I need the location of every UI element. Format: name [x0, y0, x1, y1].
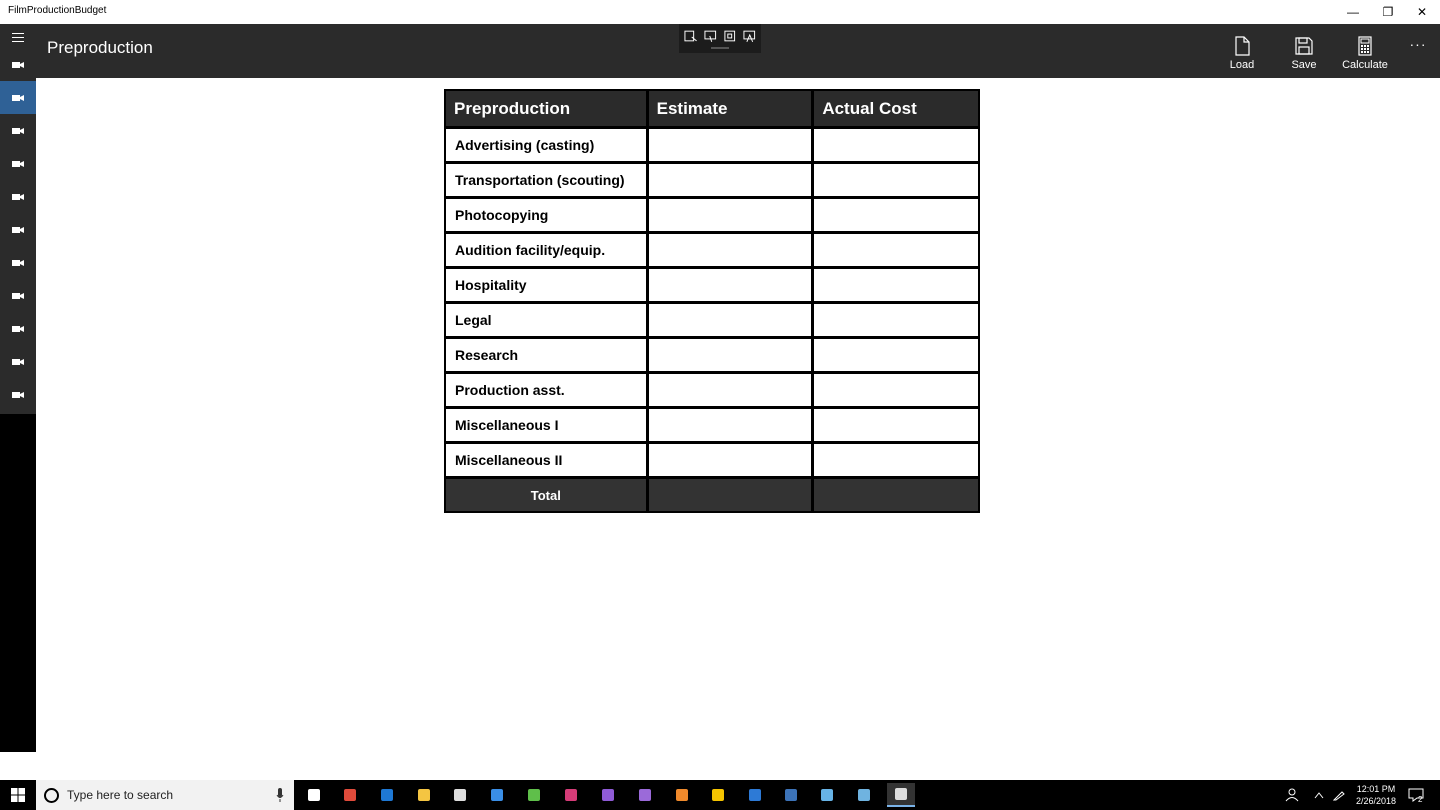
- restore-button[interactable]: [1371, 0, 1405, 24]
- actual-cost-field[interactable]: [814, 371, 978, 406]
- edge-icon[interactable]: [373, 783, 401, 807]
- nav-item-10[interactable]: [0, 345, 36, 378]
- estimate-field[interactable]: [649, 301, 812, 336]
- ink-toolbar: [679, 24, 761, 53]
- estimate-field[interactable]: [649, 441, 812, 476]
- steam-icon[interactable]: [850, 783, 878, 807]
- table-row: [446, 126, 978, 161]
- camera-icon: [12, 392, 24, 398]
- estimate-field[interactable]: [649, 161, 812, 196]
- terminal-icon[interactable]: [446, 783, 474, 807]
- photos-icon[interactable]: [777, 783, 805, 807]
- chevron-up-icon[interactable]: [1310, 780, 1328, 810]
- visual-studio-icon[interactable]: [594, 783, 622, 807]
- hamburger-menu-button[interactable]: [8, 30, 28, 46]
- item-label: Audition facility/equip.: [446, 231, 646, 266]
- item-label: Photocopying: [446, 196, 646, 231]
- app-icon[interactable]: [483, 783, 511, 807]
- actual-cost-field[interactable]: [814, 301, 978, 336]
- nav-item-6[interactable]: [0, 213, 36, 246]
- file-explorer-icon[interactable]: [410, 783, 438, 807]
- item-label: Research: [446, 336, 646, 371]
- camera-icon: [12, 62, 24, 68]
- clock-time: 12:01 PM: [1356, 784, 1396, 794]
- actual-cost-field[interactable]: [814, 406, 978, 441]
- mail-icon[interactable]: [741, 783, 769, 807]
- estimate-field[interactable]: [649, 371, 812, 406]
- select-ink-icon[interactable]: [683, 28, 699, 44]
- actual-cost-field[interactable]: [814, 266, 978, 301]
- column-header-actual-cost: Actual Cost: [814, 91, 978, 126]
- item-label: Miscellaneous I: [446, 406, 646, 441]
- table-header-row: [446, 91, 978, 126]
- film-budget-app-icon[interactable]: [887, 783, 915, 807]
- actual-cost-field[interactable]: [814, 231, 978, 266]
- chrome-icon[interactable]: [336, 783, 364, 807]
- page-title: Preproduction: [47, 38, 153, 57]
- nav-item-2[interactable]: [0, 81, 36, 114]
- close-button[interactable]: [1405, 0, 1439, 24]
- restore-icon: ❐: [1382, 5, 1394, 19]
- xbox-icon[interactable]: [520, 783, 548, 807]
- table-row: [446, 161, 978, 196]
- app-title: FilmProductionBudget: [8, 5, 107, 16]
- calculator-icon: [1355, 36, 1375, 56]
- total-row: [446, 476, 978, 511]
- table-row: [446, 441, 978, 476]
- estimate-field[interactable]: [649, 126, 812, 161]
- nav-item-9[interactable]: [0, 312, 36, 345]
- paint-icon[interactable]: [813, 783, 841, 807]
- minimize-button[interactable]: [1336, 0, 1370, 24]
- actual-cost-field[interactable]: [814, 336, 978, 371]
- item-label: Production asst.: [446, 371, 646, 406]
- system-clock[interactable]: [1346, 783, 1406, 807]
- table-row: [446, 406, 978, 441]
- item-label: Advertising (casting): [446, 126, 646, 161]
- camera-icon: [12, 95, 24, 101]
- camera-icon: [12, 194, 24, 200]
- calculate-label: Calculate: [1342, 59, 1388, 71]
- estimate-field[interactable]: [649, 336, 812, 371]
- calculate-button[interactable]: [1337, 24, 1393, 78]
- total-label: Total: [446, 476, 646, 511]
- estimate-field[interactable]: [649, 196, 812, 231]
- table-row: [446, 371, 978, 406]
- column-header-item: Preproduction: [446, 91, 646, 126]
- camera-icon: [12, 326, 24, 332]
- table-row: [446, 301, 978, 336]
- camera-icon: [12, 359, 24, 365]
- taskbar-search-box[interactable]: [36, 780, 294, 810]
- table-body: [446, 126, 978, 476]
- search-placeholder: Type here to search: [67, 788, 174, 802]
- save-icon: [1294, 36, 1314, 56]
- item-label: Transportation (scouting): [446, 161, 646, 196]
- more-options-button[interactable]: [1404, 36, 1432, 56]
- camera-icon: [12, 227, 24, 233]
- load-label: Load: [1229, 59, 1255, 71]
- nav-item-3[interactable]: [0, 114, 36, 147]
- star-app-icon[interactable]: [704, 783, 732, 807]
- people-icon[interactable]: [1282, 780, 1302, 810]
- start-button[interactable]: [0, 780, 36, 810]
- cortana-icon: [44, 788, 59, 803]
- windows-logo-icon: [10, 787, 26, 803]
- task-view-icon[interactable]: [300, 783, 328, 807]
- column-header-estimate: Estimate: [649, 91, 812, 126]
- camera-icon: [12, 260, 24, 266]
- open-file-icon: [1232, 36, 1252, 56]
- table-row: [446, 336, 978, 371]
- toolbar-grip[interactable]: [711, 47, 729, 49]
- nav-item-5[interactable]: [0, 180, 36, 213]
- jetbrains-icon[interactable]: [557, 783, 585, 807]
- table-row: [446, 231, 978, 266]
- table-row: [446, 196, 978, 231]
- taskbar: [0, 780, 1440, 810]
- microphone-icon[interactable]: [276, 788, 284, 802]
- actual-cost-field[interactable]: [814, 161, 978, 196]
- minimize-icon: —: [1347, 5, 1359, 19]
- pen-icon[interactable]: [742, 28, 758, 44]
- item-label: Legal: [446, 301, 646, 336]
- item-label: Hospitality: [446, 266, 646, 301]
- ellipsis-icon: ···: [1409, 36, 1427, 52]
- total-actual: [814, 476, 978, 511]
- nav-item-4[interactable]: [0, 147, 36, 180]
- camera-icon: [12, 161, 24, 167]
- budget-table: [444, 89, 980, 513]
- notification-count: 2: [1418, 795, 1423, 804]
- nav-item-7[interactable]: [0, 246, 36, 279]
- save-button[interactable]: [1276, 24, 1332, 78]
- item-label: Miscellaneous II: [446, 441, 646, 476]
- camera-icon: [12, 293, 24, 299]
- total-estimate: [649, 476, 812, 511]
- table-row: [446, 266, 978, 301]
- save-label: Save: [1291, 59, 1317, 71]
- nav-item-8[interactable]: [0, 279, 36, 312]
- actual-cost-field[interactable]: [814, 441, 978, 476]
- estimate-field[interactable]: [649, 406, 812, 441]
- nav-item-11[interactable]: [0, 378, 36, 411]
- load-button[interactable]: [1214, 24, 1270, 78]
- sublime-icon[interactable]: [668, 783, 696, 807]
- close-icon: ✕: [1416, 5, 1428, 19]
- ruler-icon[interactable]: [722, 28, 738, 44]
- estimate-field[interactable]: [649, 231, 812, 266]
- actual-cost-field[interactable]: [814, 126, 978, 161]
- camera-icon: [12, 128, 24, 134]
- visual-studio-alt-icon[interactable]: [631, 783, 659, 807]
- title-bar: [0, 0, 1440, 24]
- estimate-field[interactable]: [649, 266, 812, 301]
- nav-item-1[interactable]: [0, 48, 36, 81]
- clock-date: 2/26/2018: [1355, 796, 1397, 806]
- touch-writing-icon[interactable]: [703, 28, 719, 44]
- actual-cost-field[interactable]: [814, 196, 978, 231]
